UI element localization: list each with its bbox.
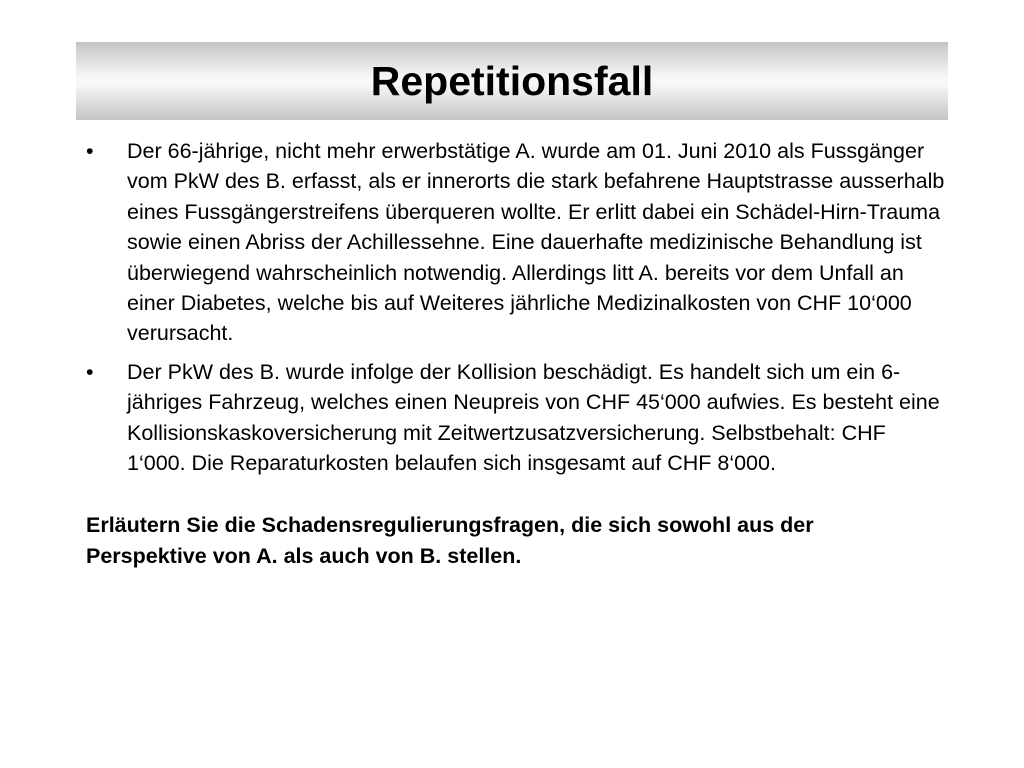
bullet-marker: • — [86, 359, 94, 384]
bullet-text-vehicle: Der PkW des B. wurde infolge der Kollision beschädigt. Es handelt sich um ein 6-jähriges Fahrzeug, welches einen Neupreis von CHF 45‘000 aufwies. Es besteht eine Kollisionskaskoversicherung mit Zeitwertzusatzversicherung. Selbstbehalt: CHF 1‘000. Die Reparaturkosten belaufen sich insgesamt auf CHF 8‘000. — [127, 359, 940, 476]
bullet-marker: • — [86, 139, 94, 163]
title-bar — [76, 42, 948, 120]
task-question: Erläutern Sie die Schadensregulierungsfragen, die sich sowohl aus der Perspektive von A. als auch von B. stellen. — [86, 513, 814, 569]
bullet-list — [86, 136, 946, 478]
bullet-text-accident: Der 66-jährige, nicht mehr erwerbstätige A. wurde am 01. Juni 2010 als Fussgänger vom PkW des B. erfasst, als er innerorts die stark befahrene Hauptstrasse ausserhalb eines Fussgängerstreifens überqueren wollte. Er erlitt dabei ein Schädel-Hirn-Trauma sowie einen Abriss der Achillessehne. Eine dauerhafte medizinische Behandlung ist überwiegend wahrscheinlich notwendig. Allerdings litt A. bereits vor dem Unfall an einer Diabetes, welche bis auf Weiteres jährliche Medizinalkosten von CHF 10‘000 verursacht. — [127, 139, 945, 346]
bullet-item-accident — [86, 136, 946, 349]
slide-title: Repetitionsfall — [370, 57, 654, 104]
bullet-item-vehicle — [86, 357, 946, 479]
slide-content — [86, 136, 946, 594]
